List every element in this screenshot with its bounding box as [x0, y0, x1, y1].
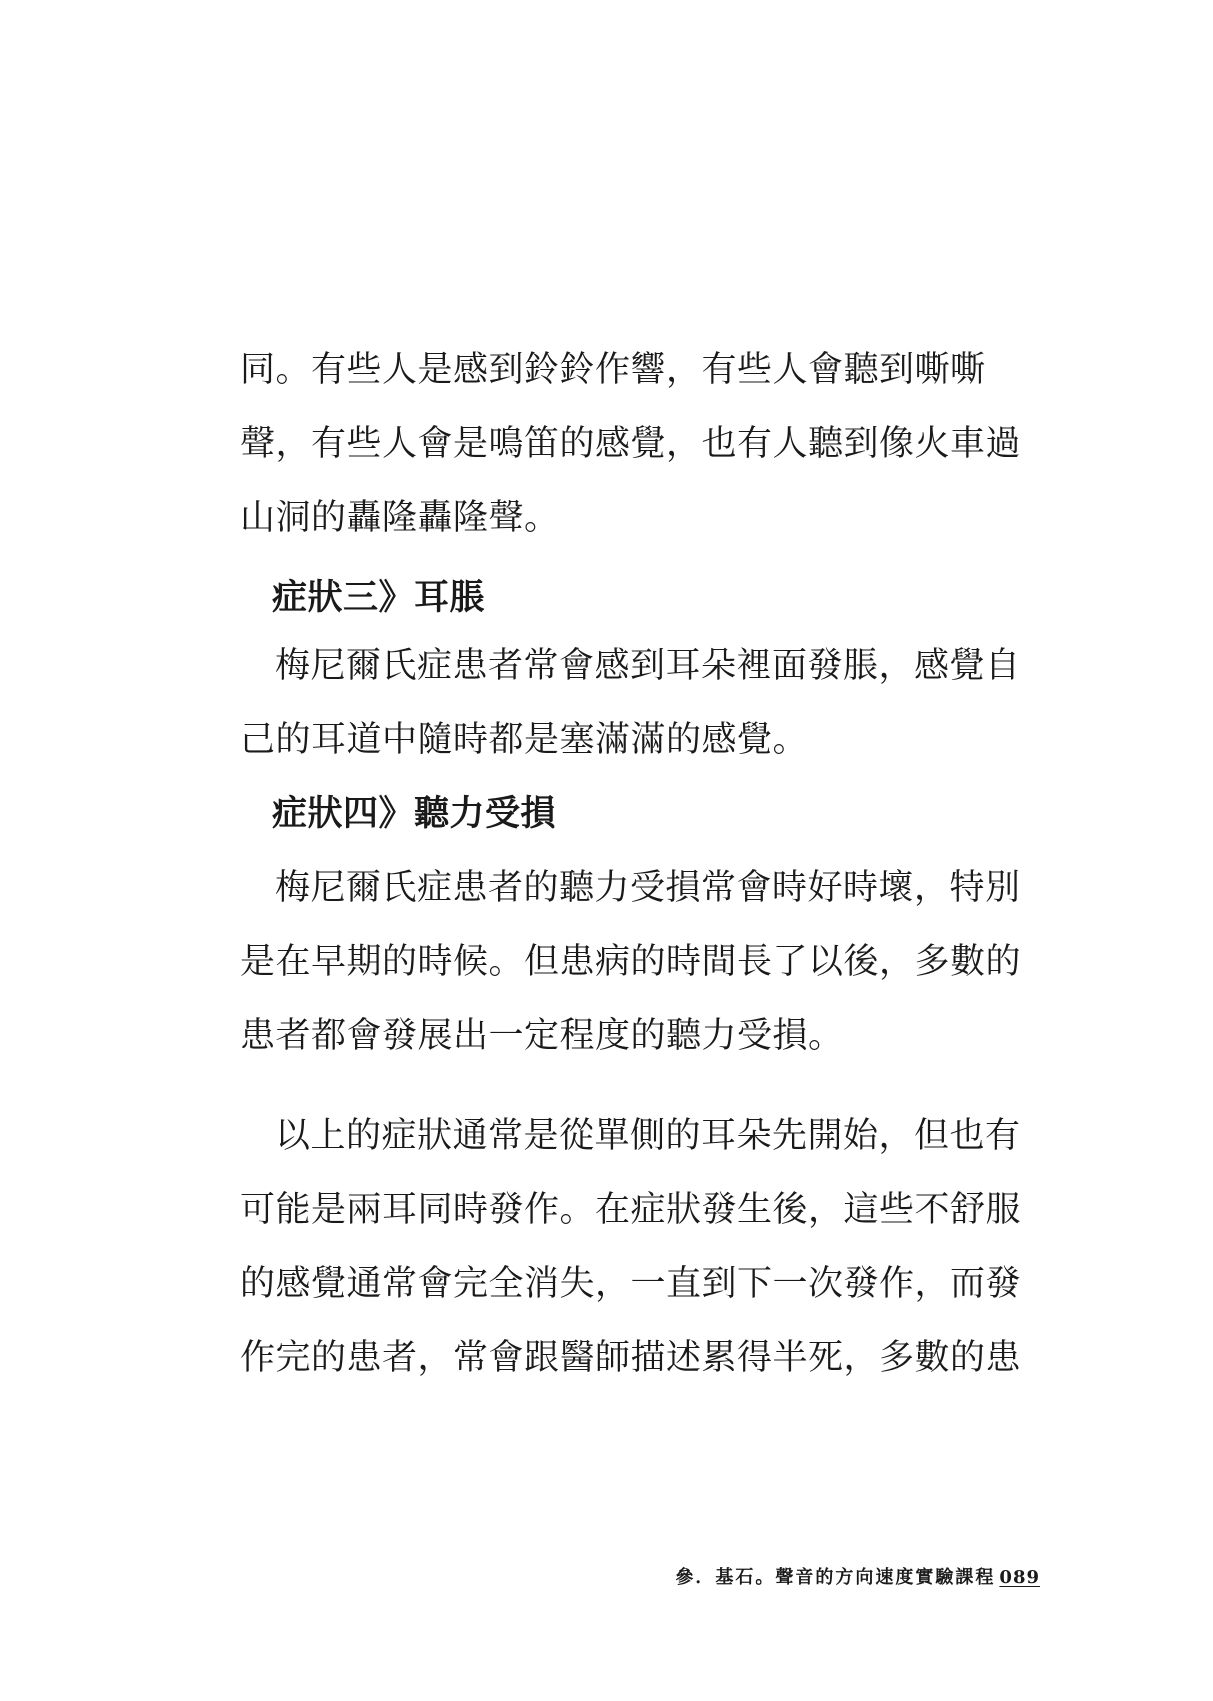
- text-line: 梅尼爾氏症患者的聽力受損常會時好時壞，特別: [275, 868, 1021, 908]
- text-line: 患者都會發展出一定程度的聽力受損。: [240, 1016, 844, 1056]
- text-line: 以上的症狀通常是從單側的耳朵先開始，但也有: [275, 1116, 1021, 1156]
- page-body: [240, 333, 1040, 1395]
- text-line: 的感覺通常會完全消失，一直到下一次發作，而發: [240, 1264, 1022, 1304]
- section-heading-symptom-3: 症狀三》耳脹: [272, 577, 486, 618]
- text-line: 是在早期的時候。但患病的時間長了以後，多數的: [240, 942, 1022, 982]
- paragraph-1: [240, 333, 1040, 555]
- text-line: 山洞的轟隆轟隆聲。: [240, 498, 560, 538]
- text-line: 己的耳道中隨時都是塞滿滿的感覺。: [240, 720, 809, 760]
- page-footer: [675, 1563, 1040, 1589]
- paragraph-3: [240, 851, 1040, 1073]
- section-heading-symptom-4: 症狀四》聽力受損: [272, 793, 557, 834]
- paragraph-4: [240, 1099, 1040, 1395]
- paragraph-2: [240, 629, 1040, 777]
- text-line: 同。有些人是感到鈴鈴作響，有些人會聽到嘶嘶: [240, 350, 986, 390]
- text-line: 可能是兩耳同時發作。在症狀發生後，這些不舒服: [240, 1190, 1022, 1230]
- text-line: 梅尼爾氏症患者常會感到耳朵裡面發脹，感覺自: [275, 646, 1021, 686]
- running-title: 參．基石。聲音的方向速度實驗課程: [675, 1567, 996, 1588]
- page-number: 089: [999, 1567, 1040, 1588]
- text-line: 作完的患者，常會跟醫師描述累得半死，多數的患: [240, 1338, 1022, 1378]
- text-line: 聲，有些人會是鳴笛的感覺，也有人聽到像火車過: [240, 424, 1022, 464]
